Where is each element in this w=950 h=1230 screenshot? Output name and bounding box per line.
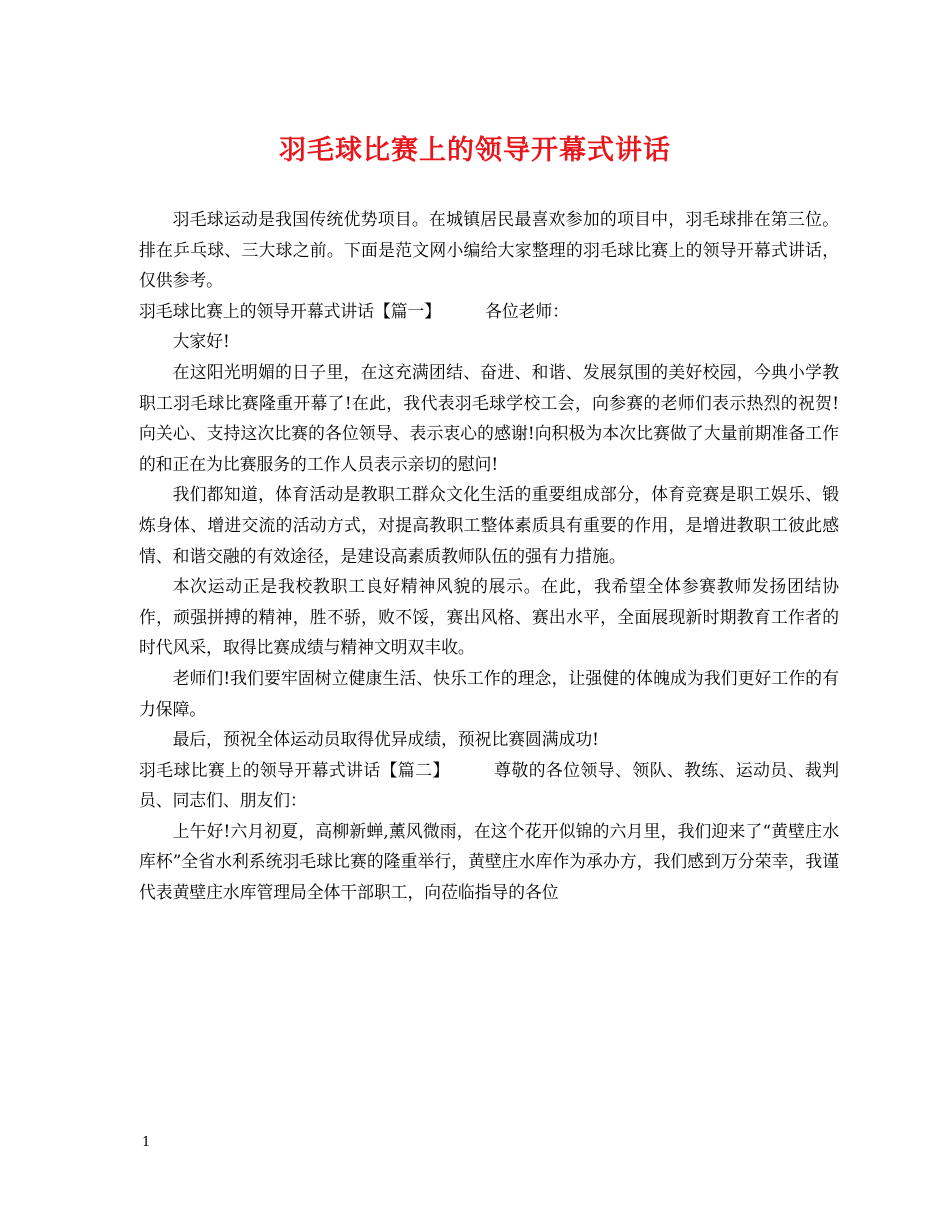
section-2-heading-line bbox=[139, 755, 839, 816]
page-number: 1 bbox=[142, 1135, 151, 1150]
document-title: 羽毛球比赛上的领导开幕式讲话 bbox=[279, 135, 671, 166]
section-1-paragraph-5: 最后，预祝全体运动员取得优异成绩，预祝比赛圆满成功! bbox=[172, 729, 599, 750]
section-1-paragraph-1: 在这阳光明媚的日子里，在这充满团结、奋进、和谐、发展氛围的美好校园，今典小学教职工羽毛球比赛隆重开幕了!在此，我代表羽毛球学校工会，向参赛的老师们表示热烈的祝贺!向关心、支持这次比赛的各位领导、表示衷心的感谢!向积极为本次比赛做了大量前期准备工作的和正在为比赛服务的工作人员表示亲切的慰问! bbox=[139, 361, 839, 474]
section-1-paragraph-3: 本次运动正是我校教职工良好精神风貌的展示。在此，我希望全体参赛教师发扬团结协作，顽强拼搏的精神，胜不骄，败不馁，赛出风格、赛出水平，全面展现新时期教育工作者的时代风采，取得比赛成绩与精神文明双丰收。 bbox=[139, 576, 839, 658]
intro-paragraph: 羽毛球运动是我国传统优势项目。在城镇居民最喜欢参加的项目中，羽毛球排在第三位。排在乒乓球、三大球之前。下面是范文网小编给大家整理的羽毛球比赛上的领导开幕式讲话，仅供参考。 bbox=[139, 209, 839, 291]
section-1-paragraph-2: 我们都知道，体育活动是教职工群众文化生活的重要组成部分，体育竞赛是职工娱乐、锻炼身体、增进交流的活动方式，对提高教职工整体素质具有重要的作用，是增进教职工彼此感情、和谐交融的有效途径，是建设高素质教师队伍的强有力措施。 bbox=[139, 484, 839, 566]
document-body bbox=[139, 204, 839, 908]
section-1-heading-line bbox=[139, 296, 839, 327]
section-2-paragraph-1: 上午好!六月初夏，高柳新蝉,薰风微雨，在这个花开似锦的六月里，我们迎来了“黄壁庄水库杯”全省水利系统羽毛球比赛的隆重举行，黄壁庄水库作为承办方，我们感到万分荣幸，我谨代表黄壁庄水库管理局全体干部职工，向莅临指导的各位 bbox=[139, 820, 839, 903]
section-1-heading: 羽毛球比赛上的领导开幕式讲话【篇一】 bbox=[139, 300, 442, 321]
section-2-heading: 羽毛球比赛上的领导开幕式讲话【篇二】 bbox=[139, 759, 450, 780]
section-1-paragraph-4: 老师们!我们要牢固树立健康生活、快乐工作的理念，让强健的体魄成为我们更好工作的有力保障。 bbox=[139, 667, 839, 719]
section-1-greeting: 大家好! bbox=[172, 331, 230, 352]
section-2-salutation: 尊敬的各位领导、领队、教练、运动员、裁判员、同志们、朋友们： bbox=[139, 759, 839, 811]
section-1-salutation: 各位老师： bbox=[485, 300, 569, 321]
